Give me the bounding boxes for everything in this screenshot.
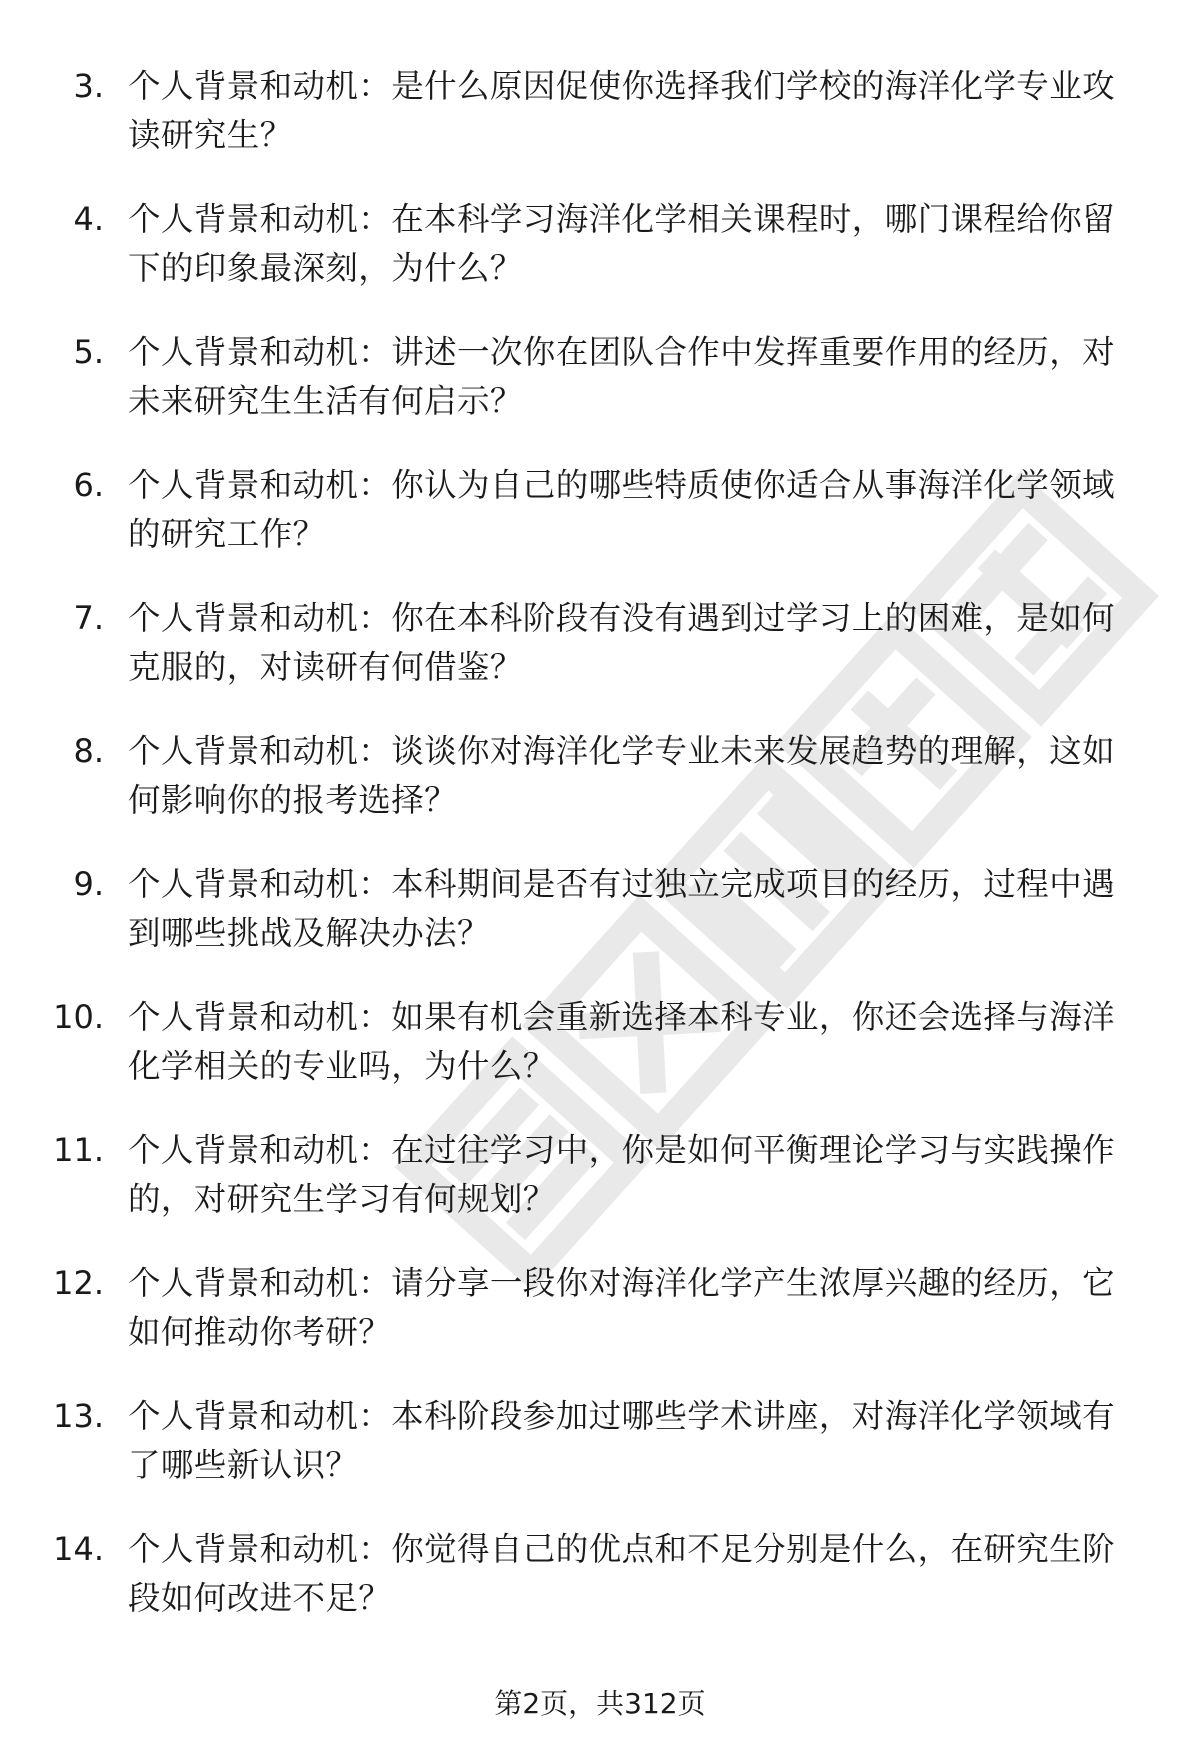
- question-item: [0, 860, 1200, 993]
- question-number: 3.: [73, 67, 104, 105]
- question-item: [0, 993, 1200, 1126]
- question-text: 个人背景和动机：如果有机会重新选择本科专业，你还会选择与海洋化学相关的专业吗，为什么？: [128, 998, 1116, 1085]
- question-item: [0, 195, 1200, 328]
- question-text: 个人背景和动机：谈谈你对海洋化学专业未来发展趋势的理解，这如何影响你的报考选择？: [128, 732, 1116, 819]
- question-item: [0, 1525, 1200, 1658]
- question-item: [0, 461, 1200, 594]
- page-footer: 第2页，共312页: [494, 1687, 706, 1720]
- question-text: 个人背景和动机：本科期间是否有过独立完成项目的经历，过程中遇到哪些挑战及解决办法？: [128, 865, 1116, 952]
- question-item: [0, 1126, 1200, 1259]
- question-text: 个人背景和动机：在过往学习中，你是如何平衡理论学习与实践操作的，对研究生学习有何规划？: [128, 1131, 1116, 1218]
- question-item: [0, 1392, 1200, 1525]
- question-number: 11.: [53, 1131, 104, 1169]
- question-number: 4.: [73, 200, 104, 238]
- question-text: 个人背景和动机：是什么原因促使你选择我们学校的海洋化学专业攻读研究生？: [128, 67, 1116, 154]
- question-text: 个人背景和动机：讲述一次你在团队合作中发挥重要作用的经历，对未来研究生生活有何启示？: [128, 333, 1116, 420]
- question-item: [0, 62, 1200, 195]
- question-list: [0, 62, 1200, 1658]
- question-number: 13.: [53, 1397, 104, 1435]
- question-text: 个人背景和动机：请分享一段你对海洋化学产生浓厚兴趣的经历，它如何推动你考研？: [128, 1264, 1116, 1351]
- question-item: [0, 328, 1200, 461]
- question-number: 5.: [73, 333, 104, 371]
- question-number: 6.: [73, 466, 104, 504]
- question-number: 9.: [73, 865, 104, 903]
- question-text: 个人背景和动机：你认为自己的哪些特质使你适合从事海洋化学领域的研究工作？: [128, 466, 1116, 553]
- question-text: 个人背景和动机：你在本科阶段有没有遇到过学习上的困难，是如何克服的，对读研有何借鉴？: [128, 599, 1116, 686]
- question-text: 个人背景和动机：本科阶段参加过哪些学术讲座，对海洋化学领域有了哪些新认识？: [128, 1397, 1116, 1484]
- question-number: 7.: [73, 599, 104, 637]
- question-number: 14.: [53, 1530, 104, 1568]
- question-item: [0, 594, 1200, 727]
- question-number: 8.: [73, 732, 104, 770]
- question-text: 个人背景和动机：你觉得自己的优点和不足分别是什么，在研究生阶段如何改进不足？: [128, 1530, 1116, 1617]
- question-number: 10.: [53, 998, 104, 1036]
- question-item: [0, 727, 1200, 860]
- question-number: 12.: [53, 1264, 104, 1302]
- question-text: 个人背景和动机：在本科学习海洋化学相关课程时，哪门课程给你留下的印象最深刻，为什么？: [128, 200, 1116, 287]
- question-item: [0, 1259, 1200, 1392]
